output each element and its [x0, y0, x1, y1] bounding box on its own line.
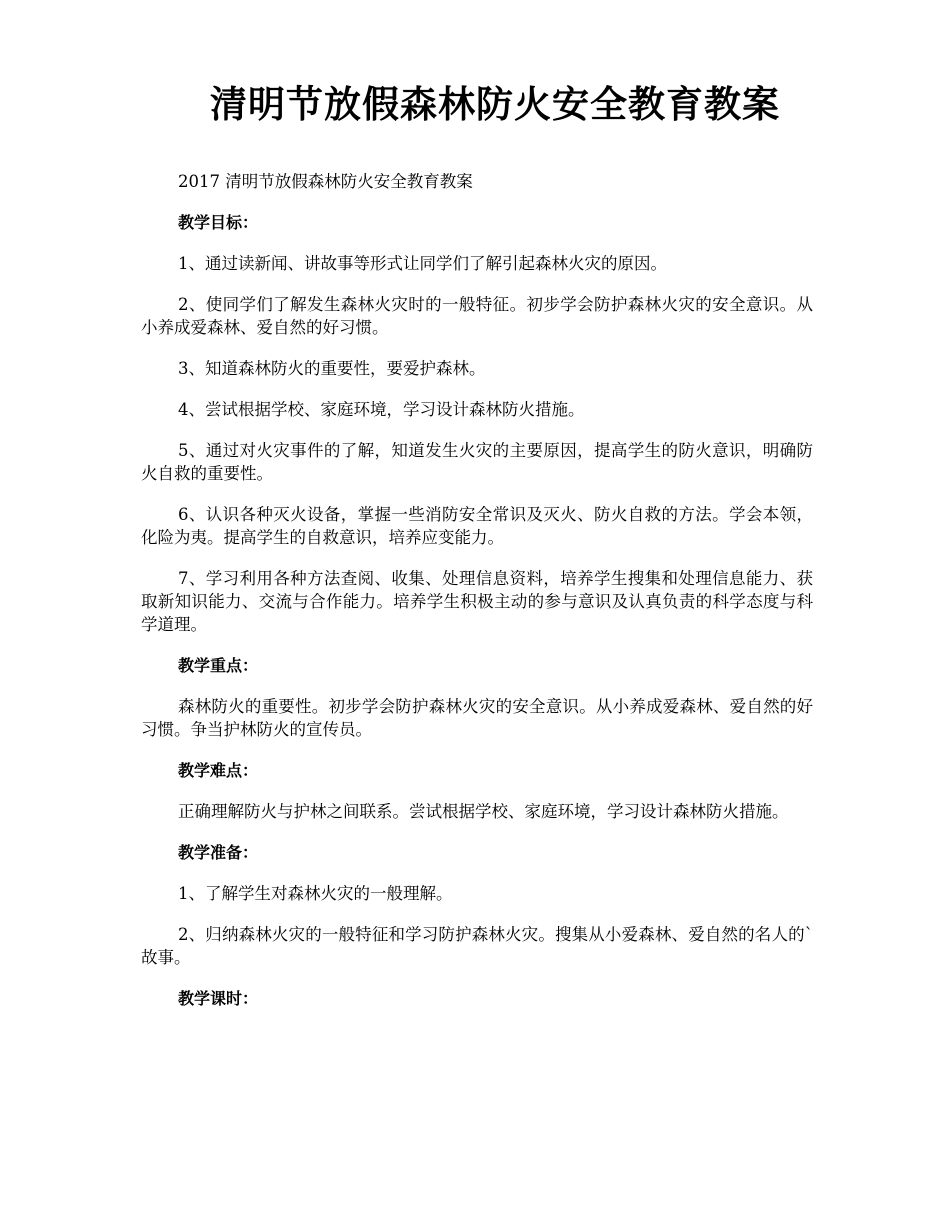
document-title: 清明节放假森林防火安全教育教案 [210, 82, 780, 126]
document-body [141, 170, 813, 1028]
goal-item: 1、通过读新闻、讲故事等形式让同学们了解引起森林火灾的原因。 [178, 254, 667, 273]
goal-item: 5、通过对火灾事件的了解，知道发生火灾的主要原因，提高学生的防火意识，明确防火自救的重要性。 [141, 441, 813, 483]
goal-item: 6、认识各种灭火设备，掌握一些消防安全常识及灭火、防火自救的方法。学会本领，化险为夷。提高学生的自救意识，培养应变能力。 [141, 505, 813, 547]
goal-item: 7、学习利用各种方法查阅、收集、处理信息资料，培养学生搜集和处理信息能力、获取新知识能力、交流与合作能力。培养学生积极主动的参与意识及认真负责的科学态度与科学道理。 [141, 569, 813, 634]
section-heading-preparation: 教学准备： [178, 843, 259, 862]
preparation-item: 2、归纳森林火灾的一般特征和学习防护森林火灾。搜集从小爱森林、爱自然的名人的`故事。 [141, 925, 813, 967]
section-heading-key-points: 教学重点： [178, 656, 259, 675]
goal-item: 2、使同学们了解发生森林火灾时的一般特征。初步学会防护森林火灾的安全意识。从小养成爱森林、爱自然的好习惯。 [141, 295, 813, 337]
document-subtitle: 2017 清明节放假森林防火安全教育教案 [178, 172, 473, 191]
goal-item: 3、知道森林防火的重要性，要爱护森林。 [178, 359, 486, 378]
key-points-text: 森林防火的重要性。初步学会防护森林火灾的安全意识。从小养成爱森林、爱自然的好习惯。争当护林防火的宣传员。 [141, 697, 813, 739]
preparation-item: 1、了解学生对森林火灾的一般理解。 [178, 884, 453, 903]
section-heading-goals: 教学目标： [178, 213, 259, 232]
section-heading-difficulties: 教学难点： [178, 761, 259, 780]
goal-item: 4、尝试根据学校、家庭环境，学习设计森林防火措施。 [178, 400, 585, 419]
section-heading-hours: 教学课时： [178, 989, 259, 1008]
difficulties-text: 正确理解防火与护林之间联系。尝试根据学校、家庭环境，学习设计森林防火措施。 [178, 802, 789, 821]
